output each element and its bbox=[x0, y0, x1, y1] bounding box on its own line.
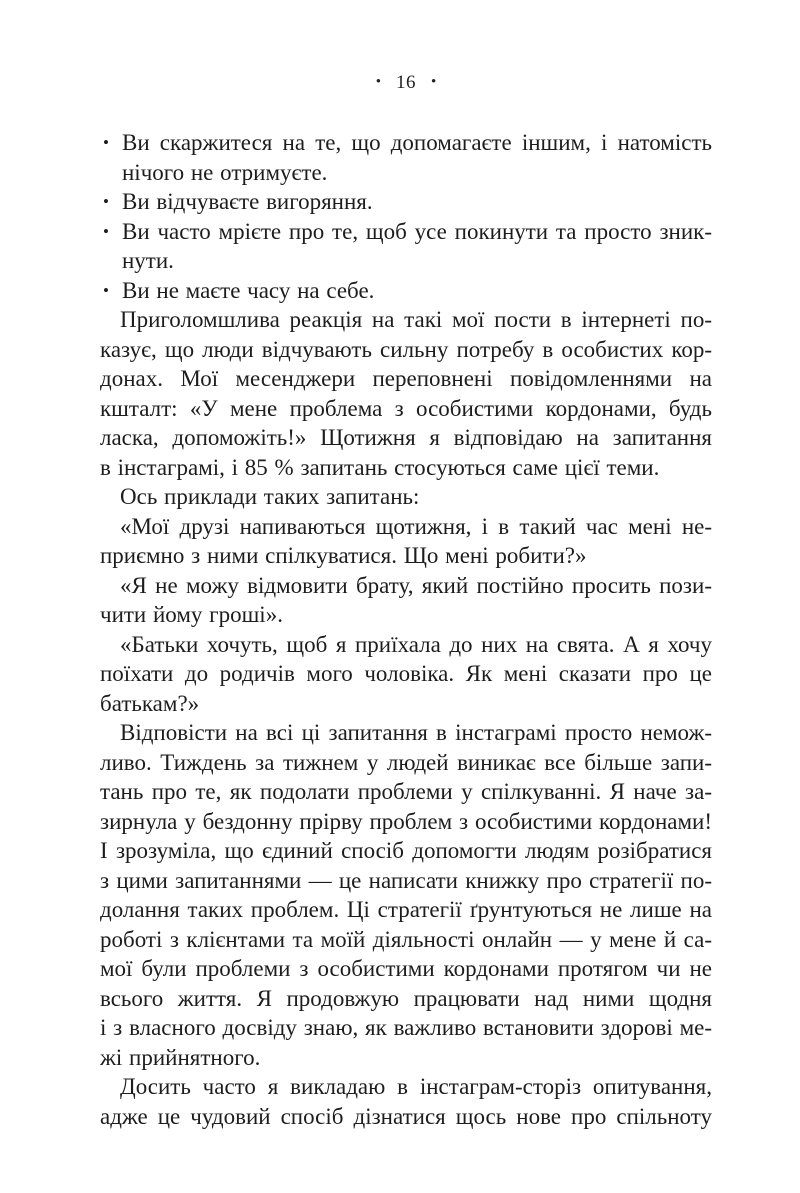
bullet-item bbox=[100, 217, 712, 276]
text-line: і з власного досвіду знаю, як важливо встановити здорові ме- bbox=[100, 1015, 712, 1040]
text-line: Ви відчуваєте вигоряння. bbox=[122, 189, 373, 214]
text-line: казує, що люди відчувають сильну потребу в особистих кор- bbox=[100, 336, 712, 362]
text-line: Ось приклади таких запитань: bbox=[120, 484, 420, 509]
text-line: нічого не отримуєте. bbox=[122, 159, 328, 185]
text-line: зирнула у бездонну прірву проблем з особистими кордонами! bbox=[100, 808, 712, 834]
text-line: долання таких проблем. Ці стратегії ґрунтуються не лише на bbox=[100, 897, 712, 922]
text-line: Приголомшлива реакція на такі мої пости в інтернеті по- bbox=[120, 307, 712, 332]
text-line: ласка, допоможіть!» Щотижня я відповідаю на запитання bbox=[100, 425, 712, 450]
paragraphs bbox=[100, 305, 712, 1131]
paragraph bbox=[100, 1072, 712, 1131]
bullet-list bbox=[100, 128, 712, 305]
text-line: І зрозуміла, що єдиний спосіб допомогти людям розібратися bbox=[100, 838, 712, 863]
text-line: мої були проблеми з особистими кордонами протягом чи не bbox=[100, 956, 712, 981]
text-line: всього життя. Я продовжую працювати над ними щодня bbox=[100, 985, 712, 1011]
text-line: приємно з ними спілкуватися. Що мені робити?» bbox=[100, 543, 587, 568]
text-line: Ви не маєте часу на себе. bbox=[122, 277, 375, 303]
bullet-item bbox=[100, 128, 712, 187]
paragraph bbox=[100, 718, 712, 1072]
text-line: «Я не можу відмовити брату, який постійно просить пози- bbox=[120, 572, 712, 598]
text-line: поїхати до родичів мого чоловіка. Як мені сказати про це bbox=[100, 661, 712, 686]
text-line: тань про те, як подолати проблеми у спілкуванні. Я наче за- bbox=[100, 779, 712, 804]
paragraph bbox=[100, 571, 712, 630]
text-line: роботі з клієнтами та моїй діяльності онлайн — у мене й са- bbox=[100, 926, 712, 952]
paragraph bbox=[100, 512, 712, 571]
bullet-item bbox=[100, 276, 712, 306]
text-line: батькам?» bbox=[100, 690, 200, 716]
text-line: «Батьки хочуть, щоб я приїхала до них на свята. А я хочу bbox=[120, 631, 712, 657]
header-right-dot-icon: • bbox=[431, 74, 437, 90]
text-line: з цими запитаннями — це написати книжку про стратегії по- bbox=[100, 867, 712, 893]
text-line: в інстаграмі, і 85 % запитань стосуються саме цієї теми. bbox=[100, 454, 660, 480]
text-line: чити йому гроші». bbox=[100, 602, 283, 627]
text-line: ливо. Тиждень за тижнем у людей виникає все більше запи- bbox=[100, 749, 712, 775]
page-body bbox=[100, 128, 712, 1131]
page-number: 16 bbox=[396, 72, 416, 93]
text-line: донах. Мої месенджери переповнені повідомленнями на bbox=[100, 366, 712, 391]
text-line: кшталт: «У мене проблема з особистими кордонами, будь bbox=[100, 395, 712, 421]
text-line: адже це чудовий спосіб дізнатися щось нове про спільноту bbox=[100, 1103, 712, 1129]
header-left-dot-icon: • bbox=[375, 74, 381, 90]
page-header bbox=[100, 72, 712, 94]
bullet-marker-icon: • bbox=[103, 133, 109, 152]
text-line: «Мої друзі напиваються щотижня, і в такий час мені не- bbox=[120, 513, 712, 539]
text-line: Відповісти на всі ці запитання в інстаграмі просто немож- bbox=[120, 720, 712, 745]
bullet-marker-icon: • bbox=[103, 192, 109, 211]
text-line: Ви скаржитеся на те, що допомагаєте іншим, і натомість bbox=[122, 130, 712, 155]
paragraph bbox=[100, 482, 712, 512]
bullet-item bbox=[100, 187, 712, 217]
text-line: жі прийнятного. bbox=[100, 1044, 261, 1070]
text-line: Ви часто мрієте про те, щоб усе покинути та просто зник- bbox=[122, 218, 712, 244]
bullet-marker-icon: • bbox=[103, 221, 109, 241]
text-line: нути. bbox=[122, 248, 174, 273]
bullet-marker-icon: • bbox=[103, 280, 109, 300]
text-line: Досить часто я викладаю в інстаграм-сторіз опитування, bbox=[120, 1074, 712, 1099]
paragraph bbox=[100, 630, 712, 719]
paragraph bbox=[100, 305, 712, 482]
